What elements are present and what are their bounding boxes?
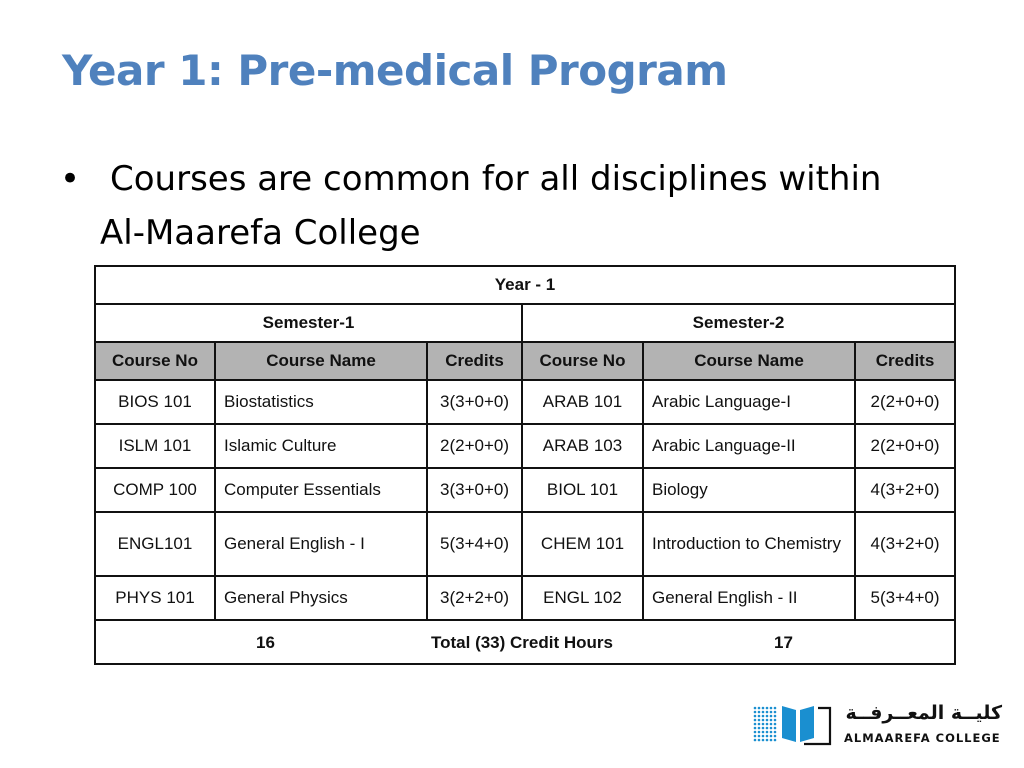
total-cell: [95, 620, 955, 664]
credits-cell: 2(2+0+0): [427, 424, 522, 468]
semester-2-total: 17: [774, 633, 793, 652]
course-table: [94, 265, 956, 665]
course-no-cell: ARAB 101: [522, 380, 643, 424]
course-no-cell: CHEM 101: [522, 512, 643, 576]
course-no-cell: COMP 100: [95, 468, 215, 512]
course-name-cell: Introduction to Chemistry: [643, 512, 855, 576]
credits-cell: 5(3+4+0): [855, 576, 955, 620]
bullet-text-line-2: Al-Maarefa College: [100, 213, 421, 253]
bullet-marker: •: [60, 159, 81, 199]
course-name-cell: Arabic Language-II: [643, 424, 855, 468]
bullet-text-line-1: Courses are common for all disciplines within: [110, 159, 882, 199]
credits-cell: 3(3+0+0): [427, 380, 522, 424]
course-name-cell: General Physics: [215, 576, 427, 620]
course-name-cell: General English - II: [643, 576, 855, 620]
total-credit-hours: Total (33) Credit Hours: [431, 633, 613, 652]
credits-cell: 4(3+2+0): [855, 468, 955, 512]
course-no-cell: BIOS 101: [95, 380, 215, 424]
college-name-latin: ALMAAREFA COLLEGE: [844, 731, 1001, 745]
column-header: Course No: [522, 342, 643, 380]
course-name-cell: General English - I: [215, 512, 427, 576]
column-header-row: [95, 342, 955, 380]
table-row: [95, 468, 955, 512]
credits-cell: 3(3+0+0): [427, 468, 522, 512]
course-no-cell: BIOL 101: [522, 468, 643, 512]
credits-cell: 4(3+2+0): [855, 512, 955, 576]
column-header: Course No: [95, 342, 215, 380]
credits-cell: 3(2+2+0): [427, 576, 522, 620]
column-header: Credits: [427, 342, 522, 380]
credits-cell: 5(3+4+0): [427, 512, 522, 576]
column-header: Credits: [855, 342, 955, 380]
table-row: [95, 512, 955, 576]
course-no-cell: ENGL 102: [522, 576, 643, 620]
course-name-cell: Islamic Culture: [215, 424, 427, 468]
slide-title: Year 1: Pre-medical Program: [62, 46, 728, 95]
semester-2-header: Semester-2: [522, 304, 955, 342]
column-header: Course Name: [215, 342, 427, 380]
college-logo: [752, 700, 1008, 750]
course-name-cell: Biology: [643, 468, 855, 512]
course-name-cell: Biostatistics: [215, 380, 427, 424]
course-name-cell: Computer Essentials: [215, 468, 427, 512]
credits-cell: 2(2+0+0): [855, 380, 955, 424]
course-name-cell: Arabic Language-I: [643, 380, 855, 424]
semester-1-total: 16: [256, 633, 275, 652]
semester-1-header: Semester-1: [95, 304, 522, 342]
course-no-cell: ENGL101: [95, 512, 215, 576]
college-logo-icon: [752, 700, 832, 746]
course-no-cell: ARAB 103: [522, 424, 643, 468]
course-no-cell: ISLM 101: [95, 424, 215, 468]
course-no-cell: PHYS 101: [95, 576, 215, 620]
table-row: [95, 380, 955, 424]
year-header: Year - 1: [95, 266, 955, 304]
total-row: [95, 620, 955, 664]
table-row: [95, 576, 955, 620]
college-name-arabic: كليــة المعــرفــة: [845, 702, 1002, 724]
table-row: [95, 424, 955, 468]
column-header: Course Name: [643, 342, 855, 380]
credits-cell: 2(2+0+0): [855, 424, 955, 468]
